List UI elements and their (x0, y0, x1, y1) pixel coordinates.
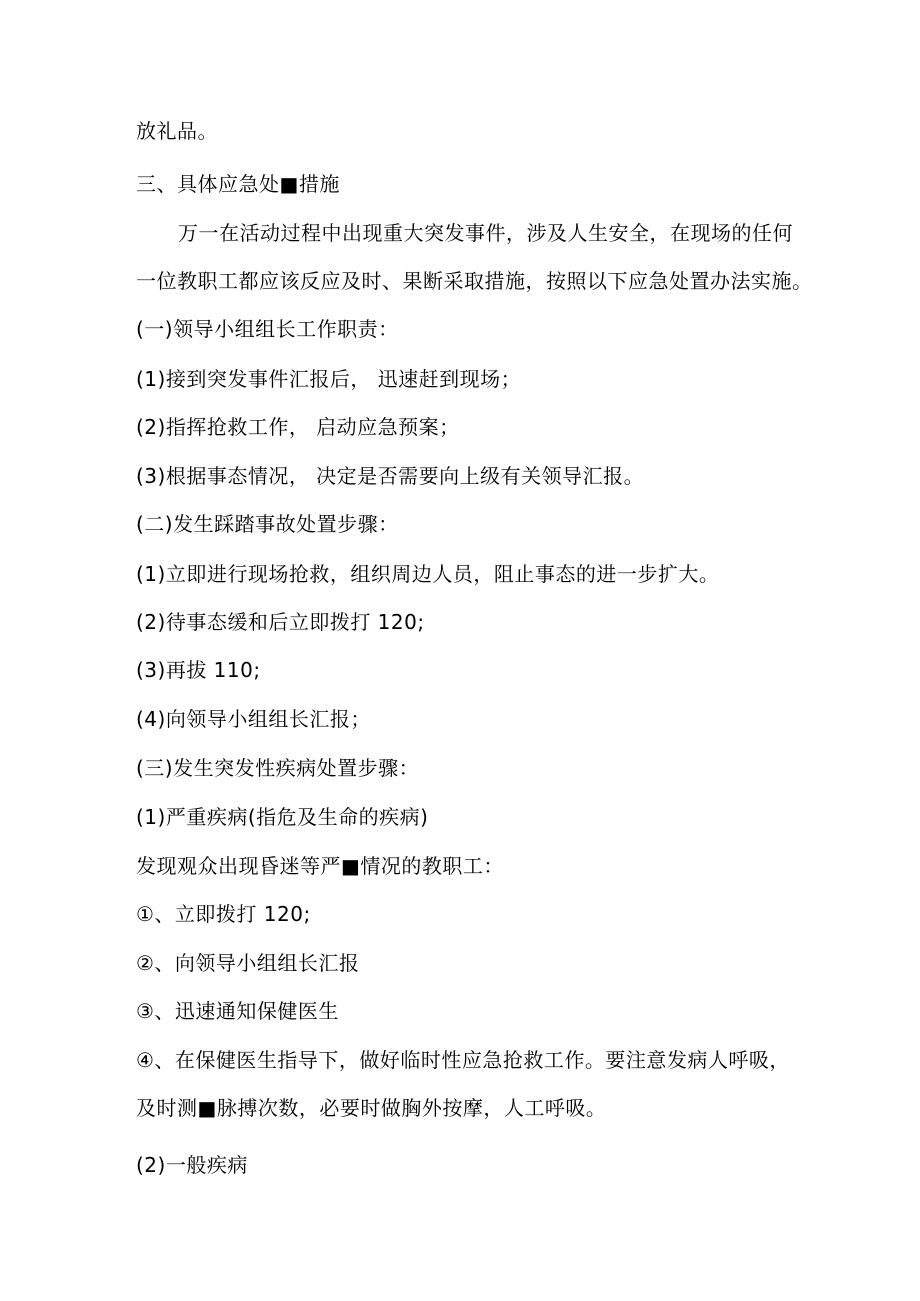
list-item-3-2: (2)一般疾病 (136, 1153, 248, 1177)
step-item-4-continued: 及时测■脉搏次数，必要时做胸外按摩，人工呼吸。 (136, 1096, 607, 1120)
paragraph-line-2: 一位教职工都应该反应及时、果断采取措施，按照以下应急处置办法实施。 (136, 269, 813, 293)
step-item-2: ②、向领导小组组长汇报 (136, 951, 360, 975)
list-item-2-4: (4)向领导小组组长汇报； (136, 707, 371, 731)
step-item-3: ③、迅速通知保健医生 (136, 999, 339, 1023)
section-heading-3: 三、具体应急处■措施 (136, 172, 340, 196)
list-item-3-1: (1)严重疾病(指危及生命的疾病) (136, 805, 429, 829)
text-line-observer: 发现观众出现昏迷等严■情况的教职工： (136, 854, 504, 878)
list-item-2-2: (2)待事态缓和后立即拨打 120; (136, 610, 425, 634)
subheading-3: (三)发生突发性疾病处置步骤： (136, 756, 420, 780)
list-item-1-3: (3)根据事态情况， 决定是否需要向上级有关领导汇报。 (136, 464, 645, 488)
list-item-1-2: (2)指挥抢救工作， 启动应急预案； (136, 415, 460, 439)
step-item-4: ④、在保健医生指导下，做好临时性应急抢救工作。要注意发病人呼吸， (136, 1048, 790, 1072)
subheading-1: (一)领导小组组长工作职责： (136, 317, 399, 341)
subheading-2: (二)发生踩踏事故处置步骤： (136, 512, 399, 536)
text-line-1: 放礼品。 (136, 119, 218, 143)
list-item-2-1: (1)立即进行现场抢救，组织周边人员，阻止事态的进一步扩大。 (136, 562, 720, 586)
list-item-1-1: (1)接到突发事件汇报后， 迅速赶到现场； (136, 367, 522, 391)
step-item-1: ①、立即拨打 120; (136, 902, 311, 926)
list-item-2-3: (3)再拔 110; (136, 658, 261, 682)
paragraph-line-1: 万一在活动过程中出现重大突发事件，涉及人生安全，在现场的任何 (178, 221, 793, 245)
